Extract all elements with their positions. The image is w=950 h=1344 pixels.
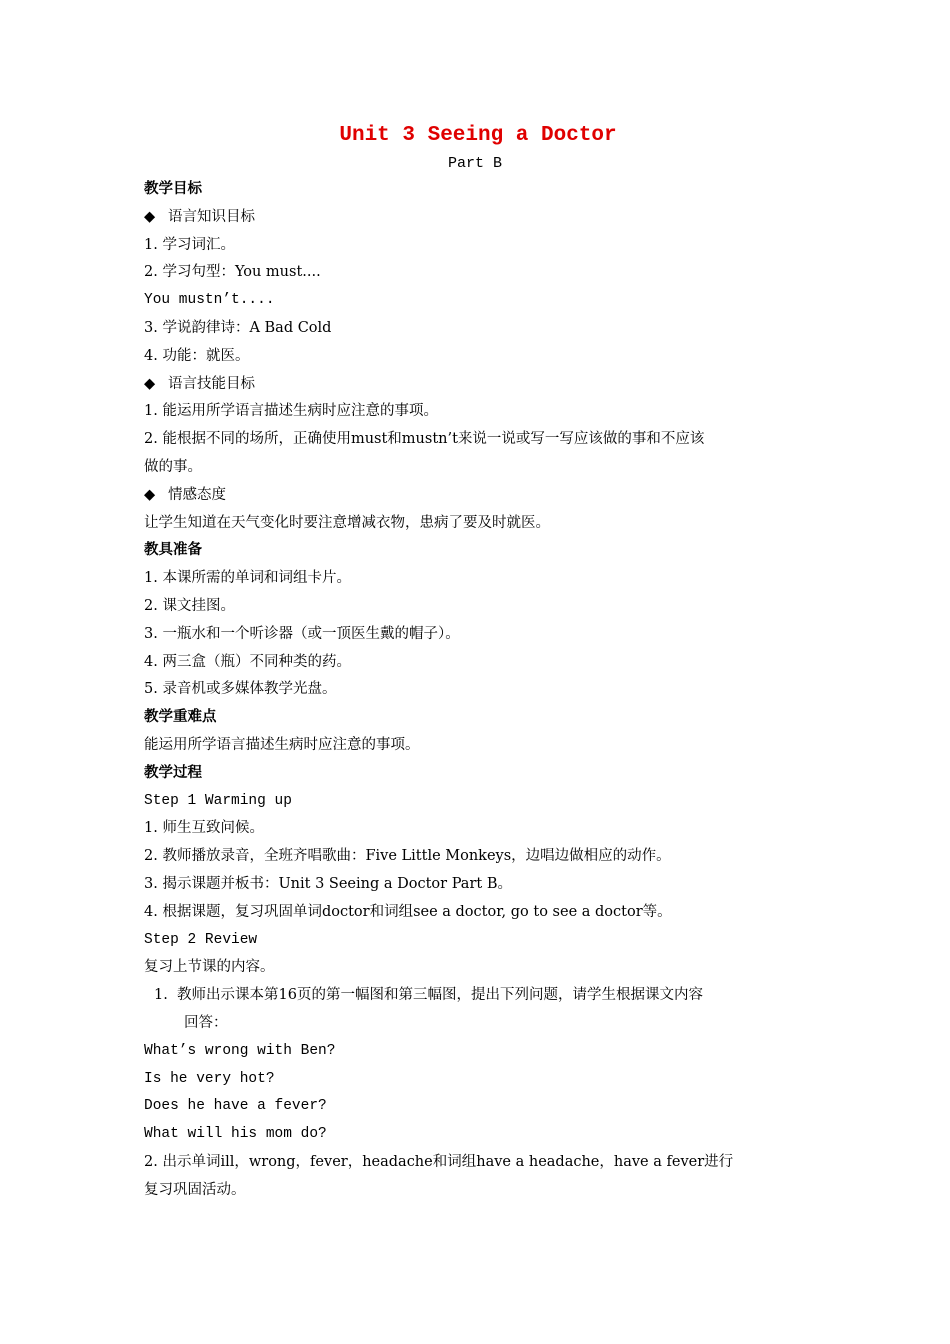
body-line: Does he have a fever?: [144, 1098, 327, 1115]
body-line: 3. 揭示课题并板书：Unit 3 Seeing a Doctor Part B。: [144, 875, 512, 892]
bullet-item-text: 语言知识目标: [168, 208, 255, 225]
bullet-item: [144, 482, 806, 510]
body-line: 1. 能运用所学语言描述生病时应注意的事项。: [144, 403, 438, 420]
document-subtitle: Part B: [447, 155, 502, 172]
section-heading: [144, 704, 806, 732]
document-title: Unit 3 Seeing a Doctor: [339, 124, 617, 147]
body-line: 复习上节课的内容。: [144, 959, 275, 976]
body-line: 复习巩固活动。: [144, 1181, 246, 1198]
diamond-bullet-icon: ◆: [144, 208, 156, 225]
document-page: [144, 120, 806, 1204]
body-line: What’s wrong with Ben?: [144, 1042, 336, 1059]
body-line: 2. 学习句型：You must....: [144, 264, 321, 281]
bullet-item: [144, 204, 806, 232]
section-heading: [144, 760, 806, 788]
bullet-item-text: 语言技能目标: [168, 375, 255, 392]
body-line: 2. 教师播放录音，全班齐唱歌曲：Five Little Monkeys，边唱边做相应的动作。: [144, 848, 671, 865]
body-line: 4. 根据课题，复习巩固单词doctor和词组see a doctor, go to see a doctor等。: [144, 903, 672, 920]
body-line: 4. 两三盒（瓶）不同种类的药。: [144, 653, 351, 670]
body-line: 2. 出示单词ill，wrong，fever，headache和词组have a headache，have a fever进行: [144, 1153, 734, 1170]
body-line: Step 1 Warming up: [144, 792, 292, 809]
body-line: 3. 一瓶水和一个听诊器（或一顶医生戴的帽子）。: [144, 625, 460, 642]
section-heading-text: 教学重难点: [144, 709, 217, 726]
diamond-bullet-icon: ◆: [144, 375, 156, 392]
body-line: 1. 学习词汇。: [144, 236, 235, 253]
body-line: 回答：: [184, 1014, 228, 1031]
section-heading: [144, 176, 806, 204]
body-line: 1. 师生互致问候。: [144, 820, 264, 837]
body-line: What will his mom do?: [144, 1126, 327, 1143]
bullet-item: [144, 371, 806, 399]
body-line: 1. 本课所需的单词和词组卡片。: [144, 570, 351, 587]
body-line: 5. 录音机或多媒体教学光盘。: [144, 681, 337, 698]
diamond-bullet-icon: ◆: [144, 486, 156, 503]
section-heading-text: 教学目标: [144, 181, 202, 197]
document-body: [144, 176, 806, 1204]
body-line: 4. 功能：就医。: [144, 347, 250, 364]
section-heading: [144, 537, 806, 565]
section-heading-text: 教具准备: [144, 542, 202, 559]
section-heading-text: 教学过程: [144, 764, 202, 781]
body-line: 2. 课文挂图。: [144, 597, 235, 614]
body-line: 2. 能根据不同的场所，正确使用must和mustn’t来说一说或写一写应该做的事和不应该: [144, 431, 705, 448]
body-line: 做的事。: [144, 458, 202, 475]
body-line: Step 2 Review: [144, 931, 258, 948]
body-line: 让学生知道在天气变化时要注意增减衣物，患病了要及时就医。: [144, 514, 550, 531]
body-line: 能运用所学语言描述生病时应注意的事项。: [144, 736, 420, 753]
bullet-item-text: 情感态度: [168, 486, 226, 503]
body-line: Is he very hot?: [144, 1070, 275, 1087]
body-line: You mustn’t....: [144, 292, 275, 309]
body-line: 1. 教师出示课本第16页的第一幅图和第三幅图，提出下列问题，请学生根据课文内容: [154, 987, 704, 1004]
body-line: 3. 学说韵律诗：A Bad Cold: [144, 319, 332, 336]
